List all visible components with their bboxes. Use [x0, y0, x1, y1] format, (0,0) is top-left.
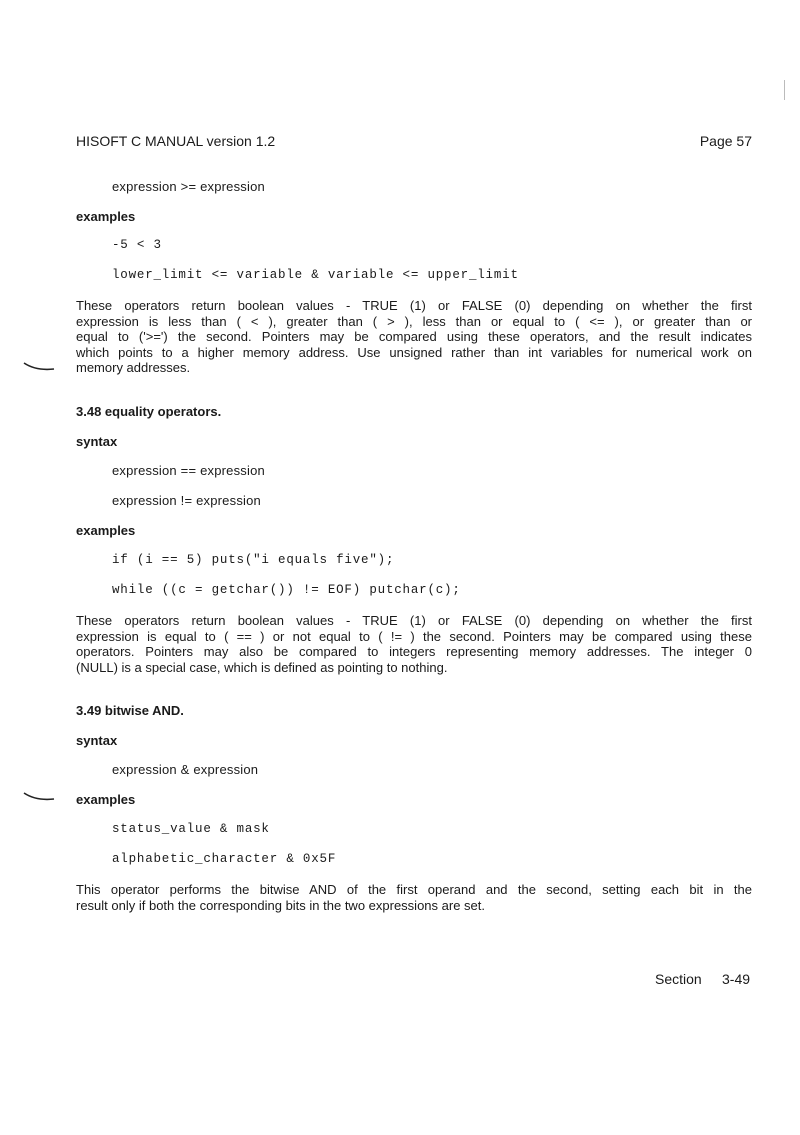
examples-label: examples	[76, 523, 136, 538]
paragraph	[76, 298, 752, 376]
paragraph-line: result only if both the corresponding bits in the two expressions are set.	[76, 897, 485, 913]
examples-label: examples	[76, 209, 136, 224]
paragraph-line: expression is equal to ( == ) or not equal to ( != ) the second. Pointers may be compared using these	[76, 628, 752, 644]
example-line: -5 < 3	[112, 238, 162, 252]
paragraph-line: operators. Pointers may also be compared to integers representing memory addresses. The integer 0	[76, 644, 752, 659]
paragraph-line: equal to ('>=') the second. Pointers may be compared using these operators, and the result indicates	[76, 329, 752, 344]
margin-mark	[22, 360, 56, 374]
footer-section-number: 3-49	[722, 971, 751, 987]
footer-section-label: Section	[655, 971, 702, 987]
scan-edge-line	[784, 80, 785, 100]
paragraph-line: expression is less than ( < ), greater than ( > ), less than or equal to ( <= ), or greater than or	[76, 313, 752, 329]
example-line: while ((c = getchar()) != EOF) putchar(c);	[112, 583, 461, 597]
paragraph	[76, 613, 752, 675]
section-heading: 3.49 bitwise AND.	[76, 703, 184, 718]
margin-mark	[22, 790, 56, 804]
paragraph-line: memory addresses.	[76, 360, 191, 375]
example-line: lower_limit <= variable & variable <= upper_limit	[112, 268, 519, 282]
syntax-line: expression >= expression	[112, 179, 265, 194]
syntax-line: expression != expression	[112, 493, 261, 508]
paragraph	[76, 882, 752, 913]
paragraph-line: This operator performs the bitwise AND of the first operand and the second, setting each bit in the	[76, 882, 752, 897]
example-line: if (i == 5) puts("i equals five");	[112, 553, 395, 567]
paragraph-line: These operators return boolean values - TRUE (1) or FALSE (0) depending on whether the first	[76, 613, 752, 628]
syntax-label: syntax	[76, 733, 118, 748]
paragraph-line: (NULL) is a special case, which is defined as pointing to nothing.	[76, 659, 448, 675]
example-line: alphabetic_character & 0x5F	[112, 852, 337, 866]
examples-label: examples	[76, 792, 136, 807]
syntax-label: syntax	[76, 434, 118, 449]
page-number: Page 57	[699, 133, 752, 149]
syntax-line: expression == expression	[112, 463, 265, 478]
section-heading: 3.48 equality operators.	[76, 404, 222, 419]
paragraph-line: These operators return boolean values - TRUE (1) or FALSE (0) depending on whether the first	[76, 298, 752, 313]
manual-title: HISOFT C MANUAL version 1.2	[76, 133, 276, 149]
paragraph-line: which points to a higher memory address. Use unsigned rather than int variables for numerical work on	[76, 344, 752, 360]
example-line: status_value & mask	[112, 822, 270, 836]
syntax-line: expression & expression	[112, 762, 259, 777]
